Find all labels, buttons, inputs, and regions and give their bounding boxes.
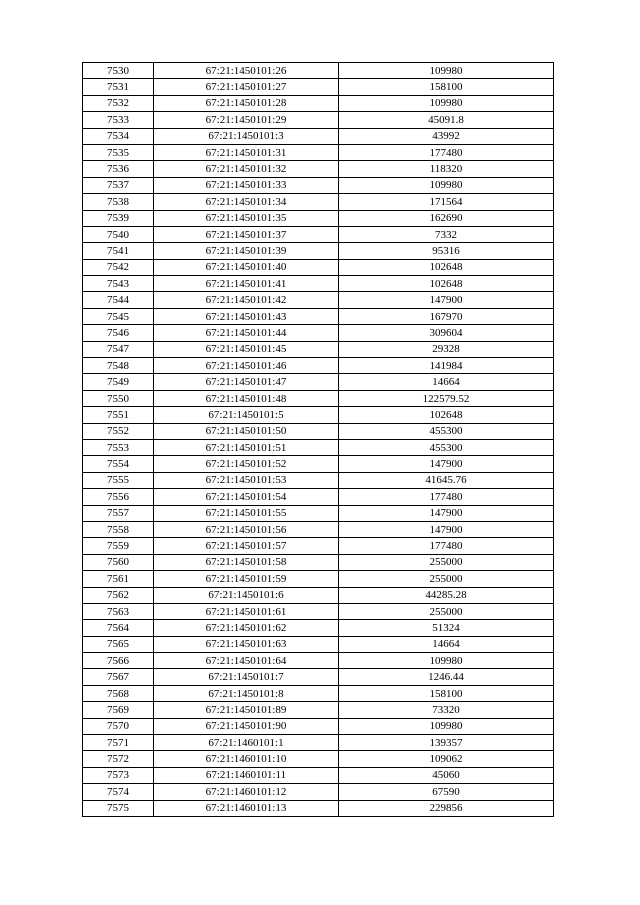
cadastral-number-cell: 67:21:1450101:64	[154, 653, 339, 669]
cadastral-number-cell: 67:21:1450101:57	[154, 538, 339, 554]
table-row	[83, 538, 554, 554]
cadastral-number-cell: 67:21:1460101:12	[154, 784, 339, 800]
cadastral-number-cell: 67:21:1450101:3	[154, 128, 339, 144]
cadastral-number-cell: 67:21:1450101:6	[154, 587, 339, 603]
row-number-cell: 7561	[83, 571, 154, 587]
row-number-cell: 7554	[83, 456, 154, 472]
value-cell: 147900	[339, 456, 554, 472]
cadastral-number-cell: 67:21:1450101:62	[154, 620, 339, 636]
row-number-cell: 7562	[83, 587, 154, 603]
table-row	[83, 489, 554, 505]
cadastral-number-cell: 67:21:1450101:31	[154, 144, 339, 160]
value-cell: 158100	[339, 685, 554, 701]
row-number-cell: 7564	[83, 620, 154, 636]
table-row	[83, 554, 554, 570]
value-cell: 109980	[339, 95, 554, 111]
row-number-cell: 7565	[83, 636, 154, 652]
cadastral-number-cell: 67:21:1450101:32	[154, 161, 339, 177]
row-number-cell: 7551	[83, 407, 154, 423]
cadastral-number-cell: 67:21:1450101:55	[154, 505, 339, 521]
value-cell: 147900	[339, 521, 554, 537]
cadastral-number-cell: 67:21:1460101:1	[154, 735, 339, 751]
value-cell: 167970	[339, 308, 554, 324]
cadastral-number-cell: 67:21:1450101:46	[154, 358, 339, 374]
cadastral-number-cell: 67:21:1450101:29	[154, 112, 339, 128]
cadastral-number-cell: 67:21:1450101:37	[154, 226, 339, 242]
row-number-cell: 7552	[83, 423, 154, 439]
row-number-cell: 7568	[83, 685, 154, 701]
table-row	[83, 112, 554, 128]
row-number-cell: 7566	[83, 653, 154, 669]
value-cell: 29328	[339, 341, 554, 357]
row-number-cell: 7547	[83, 341, 154, 357]
cadastral-number-cell: 67:21:1450101:27	[154, 79, 339, 95]
value-cell: 177480	[339, 538, 554, 554]
value-cell: 95316	[339, 243, 554, 259]
table-row	[83, 341, 554, 357]
table-body	[83, 63, 554, 817]
value-cell: 109980	[339, 63, 554, 79]
table-row	[83, 63, 554, 79]
row-number-cell: 7559	[83, 538, 154, 554]
table-row	[83, 587, 554, 603]
value-cell: 45091.8	[339, 112, 554, 128]
value-cell: 41645.76	[339, 472, 554, 488]
cadastral-number-cell: 67:21:1460101:11	[154, 767, 339, 783]
cadastral-number-cell: 67:21:1450101:41	[154, 276, 339, 292]
cadastral-number-cell: 67:21:1460101:13	[154, 800, 339, 816]
cadastral-number-cell: 67:21:1450101:34	[154, 194, 339, 210]
table-row	[83, 374, 554, 390]
table-row	[83, 784, 554, 800]
value-cell: 109062	[339, 751, 554, 767]
row-number-cell: 7574	[83, 784, 154, 800]
row-number-cell: 7556	[83, 489, 154, 505]
row-number-cell: 7536	[83, 161, 154, 177]
value-cell: 109980	[339, 177, 554, 193]
cadastral-number-cell: 67:21:1450101:40	[154, 259, 339, 275]
value-cell: 141984	[339, 358, 554, 374]
table-row	[83, 735, 554, 751]
cadastral-number-cell: 67:21:1460101:10	[154, 751, 339, 767]
cadastral-number-cell: 67:21:1450101:39	[154, 243, 339, 259]
value-cell: 309604	[339, 325, 554, 341]
table-row	[83, 177, 554, 193]
value-cell: 158100	[339, 79, 554, 95]
table-row	[83, 636, 554, 652]
table-row	[83, 144, 554, 160]
row-number-cell: 7560	[83, 554, 154, 570]
value-cell: 255000	[339, 554, 554, 570]
row-number-cell: 7538	[83, 194, 154, 210]
row-number-cell: 7546	[83, 325, 154, 341]
value-cell: 109980	[339, 653, 554, 669]
row-number-cell: 7575	[83, 800, 154, 816]
table-row	[83, 259, 554, 275]
cadastral-number-cell: 67:21:1450101:26	[154, 63, 339, 79]
row-number-cell: 7541	[83, 243, 154, 259]
row-number-cell: 7537	[83, 177, 154, 193]
table-row	[83, 390, 554, 406]
cadastral-number-cell: 67:21:1450101:51	[154, 439, 339, 455]
table-row	[83, 194, 554, 210]
table-row	[83, 620, 554, 636]
row-number-cell: 7558	[83, 521, 154, 537]
value-cell: 102648	[339, 407, 554, 423]
value-cell: 139357	[339, 735, 554, 751]
table-row	[83, 79, 554, 95]
cadastral-number-cell: 67:21:1450101:63	[154, 636, 339, 652]
cadastral-number-cell: 67:21:1450101:43	[154, 308, 339, 324]
row-number-cell: 7571	[83, 735, 154, 751]
value-cell: 43992	[339, 128, 554, 144]
cadastral-number-cell: 67:21:1450101:90	[154, 718, 339, 734]
table-row	[83, 767, 554, 783]
table-row	[83, 292, 554, 308]
cadastral-number-cell: 67:21:1450101:59	[154, 571, 339, 587]
row-number-cell: 7548	[83, 358, 154, 374]
row-number-cell: 7572	[83, 751, 154, 767]
table-row	[83, 653, 554, 669]
value-cell: 455300	[339, 439, 554, 455]
value-cell: 102648	[339, 276, 554, 292]
row-number-cell: 7553	[83, 439, 154, 455]
table-row	[83, 669, 554, 685]
cadastral-value-table	[82, 62, 554, 817]
table-row	[83, 243, 554, 259]
cadastral-number-cell: 67:21:1450101:42	[154, 292, 339, 308]
table-row	[83, 276, 554, 292]
table-row	[83, 407, 554, 423]
cadastral-number-cell: 67:21:1450101:35	[154, 210, 339, 226]
value-cell: 122579.52	[339, 390, 554, 406]
table-row	[83, 603, 554, 619]
cadastral-number-cell: 67:21:1450101:61	[154, 603, 339, 619]
cadastral-number-cell: 67:21:1450101:33	[154, 177, 339, 193]
cadastral-number-cell: 67:21:1450101:56	[154, 521, 339, 537]
table-row	[83, 95, 554, 111]
value-cell: 229856	[339, 800, 554, 816]
value-cell: 44285.28	[339, 587, 554, 603]
row-number-cell: 7545	[83, 308, 154, 324]
row-number-cell: 7550	[83, 390, 154, 406]
table-row	[83, 521, 554, 537]
cadastral-number-cell: 67:21:1450101:47	[154, 374, 339, 390]
table-row	[83, 456, 554, 472]
row-number-cell: 7530	[83, 63, 154, 79]
table-row	[83, 161, 554, 177]
row-number-cell: 7557	[83, 505, 154, 521]
table-row	[83, 718, 554, 734]
cadastral-number-cell: 67:21:1450101:53	[154, 472, 339, 488]
row-number-cell: 7542	[83, 259, 154, 275]
value-cell: 118320	[339, 161, 554, 177]
value-cell: 147900	[339, 505, 554, 521]
row-number-cell: 7563	[83, 603, 154, 619]
cadastral-number-cell: 67:21:1450101:54	[154, 489, 339, 505]
row-number-cell: 7534	[83, 128, 154, 144]
value-cell: 1246.44	[339, 669, 554, 685]
row-number-cell: 7540	[83, 226, 154, 242]
table-row	[83, 571, 554, 587]
row-number-cell: 7573	[83, 767, 154, 783]
value-cell: 67590	[339, 784, 554, 800]
table-row	[83, 226, 554, 242]
row-number-cell: 7569	[83, 702, 154, 718]
table-row	[83, 685, 554, 701]
cadastral-number-cell: 67:21:1450101:45	[154, 341, 339, 357]
cadastral-number-cell: 67:21:1450101:50	[154, 423, 339, 439]
value-cell: 147900	[339, 292, 554, 308]
cadastral-number-cell: 67:21:1450101:58	[154, 554, 339, 570]
cadastral-number-cell: 67:21:1450101:7	[154, 669, 339, 685]
value-cell: 109980	[339, 718, 554, 734]
cadastral-number-cell: 67:21:1450101:52	[154, 456, 339, 472]
row-number-cell: 7570	[83, 718, 154, 734]
table-row	[83, 472, 554, 488]
value-cell: 73320	[339, 702, 554, 718]
value-cell: 177480	[339, 144, 554, 160]
table-row	[83, 505, 554, 521]
cadastral-number-cell: 67:21:1450101:8	[154, 685, 339, 701]
cadastral-number-cell: 67:21:1450101:28	[154, 95, 339, 111]
table-row	[83, 800, 554, 816]
table-row	[83, 325, 554, 341]
value-cell: 171564	[339, 194, 554, 210]
value-cell: 7332	[339, 226, 554, 242]
table-row	[83, 423, 554, 439]
row-number-cell: 7544	[83, 292, 154, 308]
row-number-cell: 7531	[83, 79, 154, 95]
row-number-cell: 7539	[83, 210, 154, 226]
row-number-cell: 7555	[83, 472, 154, 488]
value-cell: 51324	[339, 620, 554, 636]
table-row	[83, 702, 554, 718]
value-cell: 102648	[339, 259, 554, 275]
table-row	[83, 439, 554, 455]
table-row	[83, 308, 554, 324]
row-number-cell: 7567	[83, 669, 154, 685]
value-cell: 45060	[339, 767, 554, 783]
row-number-cell: 7535	[83, 144, 154, 160]
row-number-cell: 7532	[83, 95, 154, 111]
value-cell: 255000	[339, 603, 554, 619]
value-cell: 255000	[339, 571, 554, 587]
row-number-cell: 7543	[83, 276, 154, 292]
value-cell: 14664	[339, 374, 554, 390]
value-cell: 455300	[339, 423, 554, 439]
cadastral-number-cell: 67:21:1450101:48	[154, 390, 339, 406]
cadastral-number-cell: 67:21:1450101:44	[154, 325, 339, 341]
value-cell: 14664	[339, 636, 554, 652]
value-cell: 162690	[339, 210, 554, 226]
table-row	[83, 210, 554, 226]
row-number-cell: 7549	[83, 374, 154, 390]
table-row	[83, 128, 554, 144]
table-row	[83, 751, 554, 767]
row-number-cell: 7533	[83, 112, 154, 128]
cadastral-number-cell: 67:21:1450101:89	[154, 702, 339, 718]
value-cell: 177480	[339, 489, 554, 505]
table-row	[83, 358, 554, 374]
cadastral-number-cell: 67:21:1450101:5	[154, 407, 339, 423]
